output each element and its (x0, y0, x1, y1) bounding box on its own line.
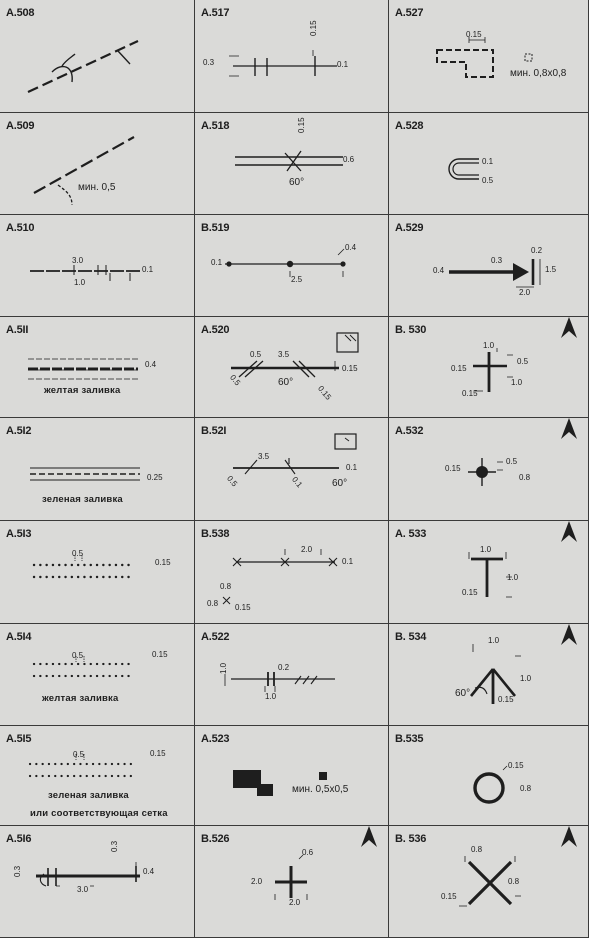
symbol-code: B.535 (395, 733, 424, 745)
dimension-label: 1.0 (488, 636, 500, 645)
symbol-code: A.5I6 (6, 833, 32, 845)
dimension-label: 0.5 (506, 457, 518, 466)
north-arrow-icon (560, 317, 578, 339)
symbol-drawing (195, 113, 388, 214)
dimension-label: 0.3 (13, 865, 22, 877)
symbol-cell-a-510 (0, 215, 195, 317)
symbol-code: A.508 (6, 7, 35, 19)
dimension-label: 2.0 (251, 877, 263, 886)
dimension-label: 3.5 (278, 350, 290, 359)
dimension-label: 0.5 (482, 176, 494, 185)
symbol-drawing (195, 418, 388, 520)
fill-caption: зеленая заливка (48, 790, 129, 801)
dimension-label: 1.0 (219, 662, 228, 674)
dimension-label: 0.6 (343, 155, 355, 164)
symbol-drawing (389, 317, 588, 417)
symbol-drawing (195, 0, 388, 112)
dimension-label: 0.15 (451, 364, 467, 373)
symbol-code: A.517 (201, 7, 230, 19)
dimension-label: 0.15 (445, 464, 461, 473)
dimension-label: 0.5 (73, 750, 85, 759)
symbol-cell-a-529 (389, 215, 589, 317)
dimension-label: 2.5 (291, 275, 303, 284)
symbol-drawing (0, 317, 194, 417)
dimension-label: 1.0 (74, 278, 86, 287)
symbol-code: A.5I2 (6, 425, 32, 437)
dimension-label: 60° (332, 478, 348, 489)
symbol-code: A.5I4 (6, 631, 32, 643)
symbol-code: A.532 (395, 425, 424, 437)
north-arrow-icon (560, 624, 578, 646)
symbol-code: B.526 (201, 833, 230, 845)
symbol-cell-b-519 (195, 215, 389, 317)
symbol-cell-a-5i5 (0, 726, 195, 826)
symbol-code: A.5I5 (6, 733, 32, 745)
dimension-label: 1.0 (520, 674, 532, 683)
symbol-code: B.538 (201, 528, 230, 540)
dimension-label: 0.4 (345, 243, 357, 252)
symbol-drawing (195, 317, 388, 417)
symbol-cell-a-518 (195, 113, 389, 215)
symbol-cell-a-532 (389, 418, 589, 521)
symbol-code: A.527 (395, 7, 424, 19)
dimension-label: 0.3 (110, 840, 119, 852)
symbol-cell-a-5ii (0, 317, 195, 418)
fill-caption: желтая заливка (42, 693, 119, 704)
symbol-drawing (0, 624, 194, 725)
north-arrow-icon (560, 418, 578, 440)
dimension-label: 0.2 (278, 663, 290, 672)
dimension-label: 2.0 (519, 288, 531, 297)
dimension-label: 60° (278, 377, 294, 388)
symbol-cell-b-526 (195, 826, 389, 938)
north-arrow-icon (560, 826, 578, 848)
symbol-cell-a-508 (0, 0, 195, 113)
dimension-label: 60° (289, 177, 305, 188)
symbol-code: A.529 (395, 222, 424, 234)
dimension-label: 0.15 (462, 389, 478, 398)
dimension-label: 0.15 (152, 650, 168, 659)
symbol-code: A.528 (395, 120, 424, 132)
symbol-cell-a-509 (0, 113, 195, 215)
dimension-label: 0.4 (145, 360, 157, 369)
dimension-label: 1.0 (483, 341, 495, 350)
dimension-label: 0.5 (72, 651, 84, 660)
dimension-label: 0.4 (433, 266, 445, 275)
symbol-drawing (389, 726, 588, 825)
north-arrow-icon (560, 521, 578, 543)
symbol-code: B. 534 (395, 631, 427, 643)
symbol-cell-b-536 (389, 826, 589, 938)
dimension-label: 0.5 (228, 373, 243, 388)
dimension-label: 0.1 (337, 60, 349, 69)
symbol-cell-a-533 (389, 521, 589, 624)
symbol-cell-a-522 (195, 624, 389, 726)
dimension-label: 1.0 (265, 692, 277, 701)
symbol-cell-a-5i6 (0, 826, 195, 938)
dimension-label: 0.3 (203, 58, 215, 67)
dimension-label: 0.15 (498, 695, 514, 704)
symbol-cell-a-523 (195, 726, 389, 826)
symbol-drawing (389, 418, 588, 520)
symbol-drawing (389, 521, 588, 623)
dimension-label: 0.1 (290, 475, 305, 490)
dimension-label: 0.5 (72, 549, 84, 558)
symbol-drawing (195, 521, 388, 623)
dimension-label: мин. 0,5х0,5 (292, 784, 349, 795)
dimension-label: 1.0 (480, 545, 492, 554)
dimension-label: 0.15 (309, 20, 318, 36)
dimension-label: 1.5 (545, 265, 557, 274)
symbol-cell-a-528 (389, 113, 589, 215)
dimension-label: 1.0 (507, 573, 519, 582)
symbol-code: B.519 (201, 222, 230, 234)
dimension-label: 3.5 (258, 452, 270, 461)
symbol-cell-a-520 (195, 317, 389, 418)
symbol-cell-b-538 (195, 521, 389, 624)
dimension-label: мин. 0,8х0,8 (510, 68, 567, 79)
symbol-code: A.518 (201, 120, 230, 132)
symbol-drawing (389, 215, 588, 316)
dimension-label: 0.15 (155, 558, 171, 567)
symbol-cell-b-52i (195, 418, 389, 521)
dimension-label: 0.15 (342, 364, 358, 373)
dimension-label: 0.6 (302, 848, 314, 857)
symbol-code: B. 536 (395, 833, 427, 845)
symbol-code: A. 533 (395, 528, 427, 540)
dimension-label: 0.1 (346, 463, 358, 472)
dimension-label: 0.25 (147, 473, 163, 482)
symbol-code: A.523 (201, 733, 230, 745)
dimension-label: 0.8 (508, 877, 520, 886)
dimension-label: 0.15 (508, 761, 524, 770)
dimension-label: 0.15 (316, 384, 334, 402)
symbol-cell-b-534 (389, 624, 589, 726)
dimension-label: 0.3 (491, 256, 503, 265)
fill-caption: или соответствующая сетка (30, 808, 168, 819)
dimension-label: 0.15 (297, 117, 306, 133)
dimension-label: 0.1 (482, 157, 494, 166)
dimension-label: 1.0 (511, 378, 523, 387)
symbol-drawing (0, 215, 194, 316)
symbol-cell-a-5i2 (0, 418, 195, 521)
dimension-label: 2.0 (289, 898, 301, 907)
symbol-drawing (0, 521, 194, 623)
dimension-label: 0.5 (225, 474, 240, 489)
dimension-label: 60° (455, 688, 471, 699)
dimension-label: 0.15 (441, 892, 457, 901)
north-arrow-icon (360, 826, 378, 848)
dimension-label: 0.15 (466, 30, 482, 39)
dimension-label: 0.5 (250, 350, 262, 359)
fill-caption: желтая заливка (44, 385, 121, 396)
symbol-code: A.522 (201, 631, 230, 643)
symbol-code: B.52I (201, 425, 227, 437)
dimension-label: 0.15 (150, 749, 166, 758)
dimension-label: 0.1 (142, 265, 154, 274)
dimension-label: 3.0 (77, 885, 89, 894)
symbol-cell-a-5i3 (0, 521, 195, 624)
symbol-drawing (195, 215, 388, 316)
symbol-code: A.520 (201, 324, 230, 336)
symbol-cell-a-517 (195, 0, 389, 113)
symbol-code: A.5II (6, 324, 29, 336)
dimension-label: мин. 0,5 (78, 182, 116, 193)
symbol-code: A.510 (6, 222, 35, 234)
dimension-label: 0.2 (531, 246, 543, 255)
symbol-cell-b-535 (389, 726, 589, 826)
dimension-label: 0.1 (342, 557, 354, 566)
dimension-label: 0.8 (207, 599, 219, 608)
dimension-label: 0.15 (235, 603, 251, 612)
symbol-drawing (195, 726, 388, 825)
dimension-label: 0.8 (520, 784, 532, 793)
symbol-drawing (389, 826, 588, 937)
dimension-label: 0.1 (211, 258, 223, 267)
symbol-drawing (0, 113, 194, 214)
dimension-label: 0.15 (462, 588, 478, 597)
dimension-label: 0.8 (519, 473, 531, 482)
symbol-cell-a-5i4 (0, 624, 195, 726)
dimension-label: 0.8 (471, 845, 483, 854)
symbol-code: B. 530 (395, 324, 427, 336)
symbol-cell-a-527 (389, 0, 589, 113)
dimension-label: 3.0 (72, 256, 84, 265)
symbol-drawing (195, 624, 388, 725)
symbol-code: A.5I3 (6, 528, 32, 540)
symbol-cell-b-530 (389, 317, 589, 418)
symbol-code: A.509 (6, 120, 35, 132)
dimension-label: 0.4 (143, 867, 155, 876)
symbol-drawing (0, 826, 194, 937)
dimension-label: 0.5 (517, 357, 529, 366)
symbol-drawing (389, 0, 588, 112)
fill-caption: зеленая заливка (42, 494, 123, 505)
dimension-label: 2.0 (301, 545, 313, 554)
symbol-drawing (0, 0, 194, 112)
dimension-label: 0.8 (220, 582, 232, 591)
